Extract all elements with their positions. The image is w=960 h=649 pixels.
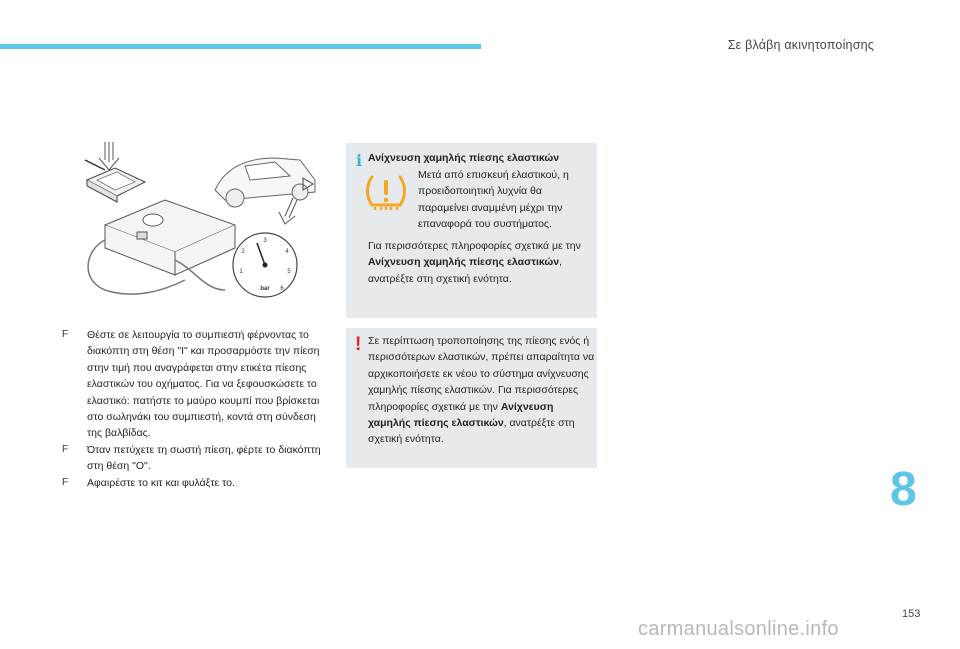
gauge-tick: 2 [241, 249, 245, 255]
info-reference-text: Για περισσότερες πληροφορίες σχετικά με την [368, 240, 581, 252]
page-number: 153 [902, 608, 921, 620]
watermark: carmanualsonline.info [638, 618, 839, 640]
gauge-tick: 4 [285, 249, 289, 255]
info-icon: i [356, 151, 363, 170]
gauge-unit: bar [260, 286, 270, 292]
info-box [346, 143, 597, 318]
instruction-text: Θέστε σε λειτουργία το συμπιεστή φέρνοντας το διακόπτη στη θέση "I" και προσαρμόστε την πίεση στην τιμή που αναγράφεται στην ετικέτα πίεσης ελαστικών του οχήματος. Για να ξεφουσκώσετε το ελαστικό: πατήστε το μαύρο κουμπί που βρίσκεται στο σωληνάκι του συμπιεστή, κοντά στη σύνδεση της βαλβίδας. [87, 329, 320, 440]
list-item [62, 475, 332, 491]
gauge-tick: 1 [239, 269, 243, 275]
warning-text [368, 333, 595, 448]
warning-text-body: Σε περίπτωση τροποποίησης της πίεσης ενός ή περισσότερων ελαστικών, πρέπει απαραίτητα να αρχικοποιήσετε εκ νέου το σύστημα ανίχνευσης χαμηλής πίεσης ελαστικών. Για περισσότερες πληροφορίες σχετικά με την [368, 335, 595, 413]
gauge-tick: 3 [263, 238, 267, 244]
gauge-tick: 5 [287, 269, 291, 275]
gauge-tick: 6 [280, 286, 284, 292]
instruction-text: Αφαιρέστε το κιτ και φυλάξτε το. [87, 476, 235, 489]
section-title: Σε βλάβη ακινητοποίησης [727, 38, 874, 52]
info-text: Μετά από επισκευή ελαστικού, η προειδοποιητική λυχνία θα παραμείνει αναμμένη μέχρι την επαναφορά του συστήματος. [418, 169, 569, 231]
compressor-icon [105, 200, 235, 275]
warning-reference-link: Ανίχνευση χαμηλής πίεσης ελαστικών [368, 400, 554, 430]
tire-pressure-warning-icon [364, 171, 408, 211]
info-box-title: Ανίχνευση χαμηλής πίεσης ελαστικών [368, 152, 560, 164]
warning-icon: ! [355, 334, 362, 355]
list-item [62, 327, 332, 442]
info-reference-text: , ανατρέξτε στη σχετική ενότητα. [368, 256, 563, 285]
warning-text-body: , ανατρέξτε στη σχετική ενότητα. [368, 417, 575, 446]
bullet-marker: F [62, 443, 69, 455]
header-accent-bar [0, 44, 481, 49]
chapter-number: 8 [890, 463, 917, 516]
info-reference [368, 238, 593, 287]
warning-box [346, 328, 597, 468]
bullet-marker: F [62, 476, 69, 488]
instruction-list [62, 327, 332, 491]
info-reference-link: Ανίχνευση χαμηλής πίεσης ελαστικών [368, 256, 560, 269]
car-icon [215, 158, 315, 207]
compressor-illustration [75, 140, 335, 310]
arrow-icon [99, 142, 119, 170]
bullet-marker: F [62, 329, 69, 340]
list-item [62, 442, 332, 475]
instruction-text: Όταν πετύχετε τη σωστή πίεση, φέρτε το διακόπτη στη θέση "O". [87, 443, 321, 473]
